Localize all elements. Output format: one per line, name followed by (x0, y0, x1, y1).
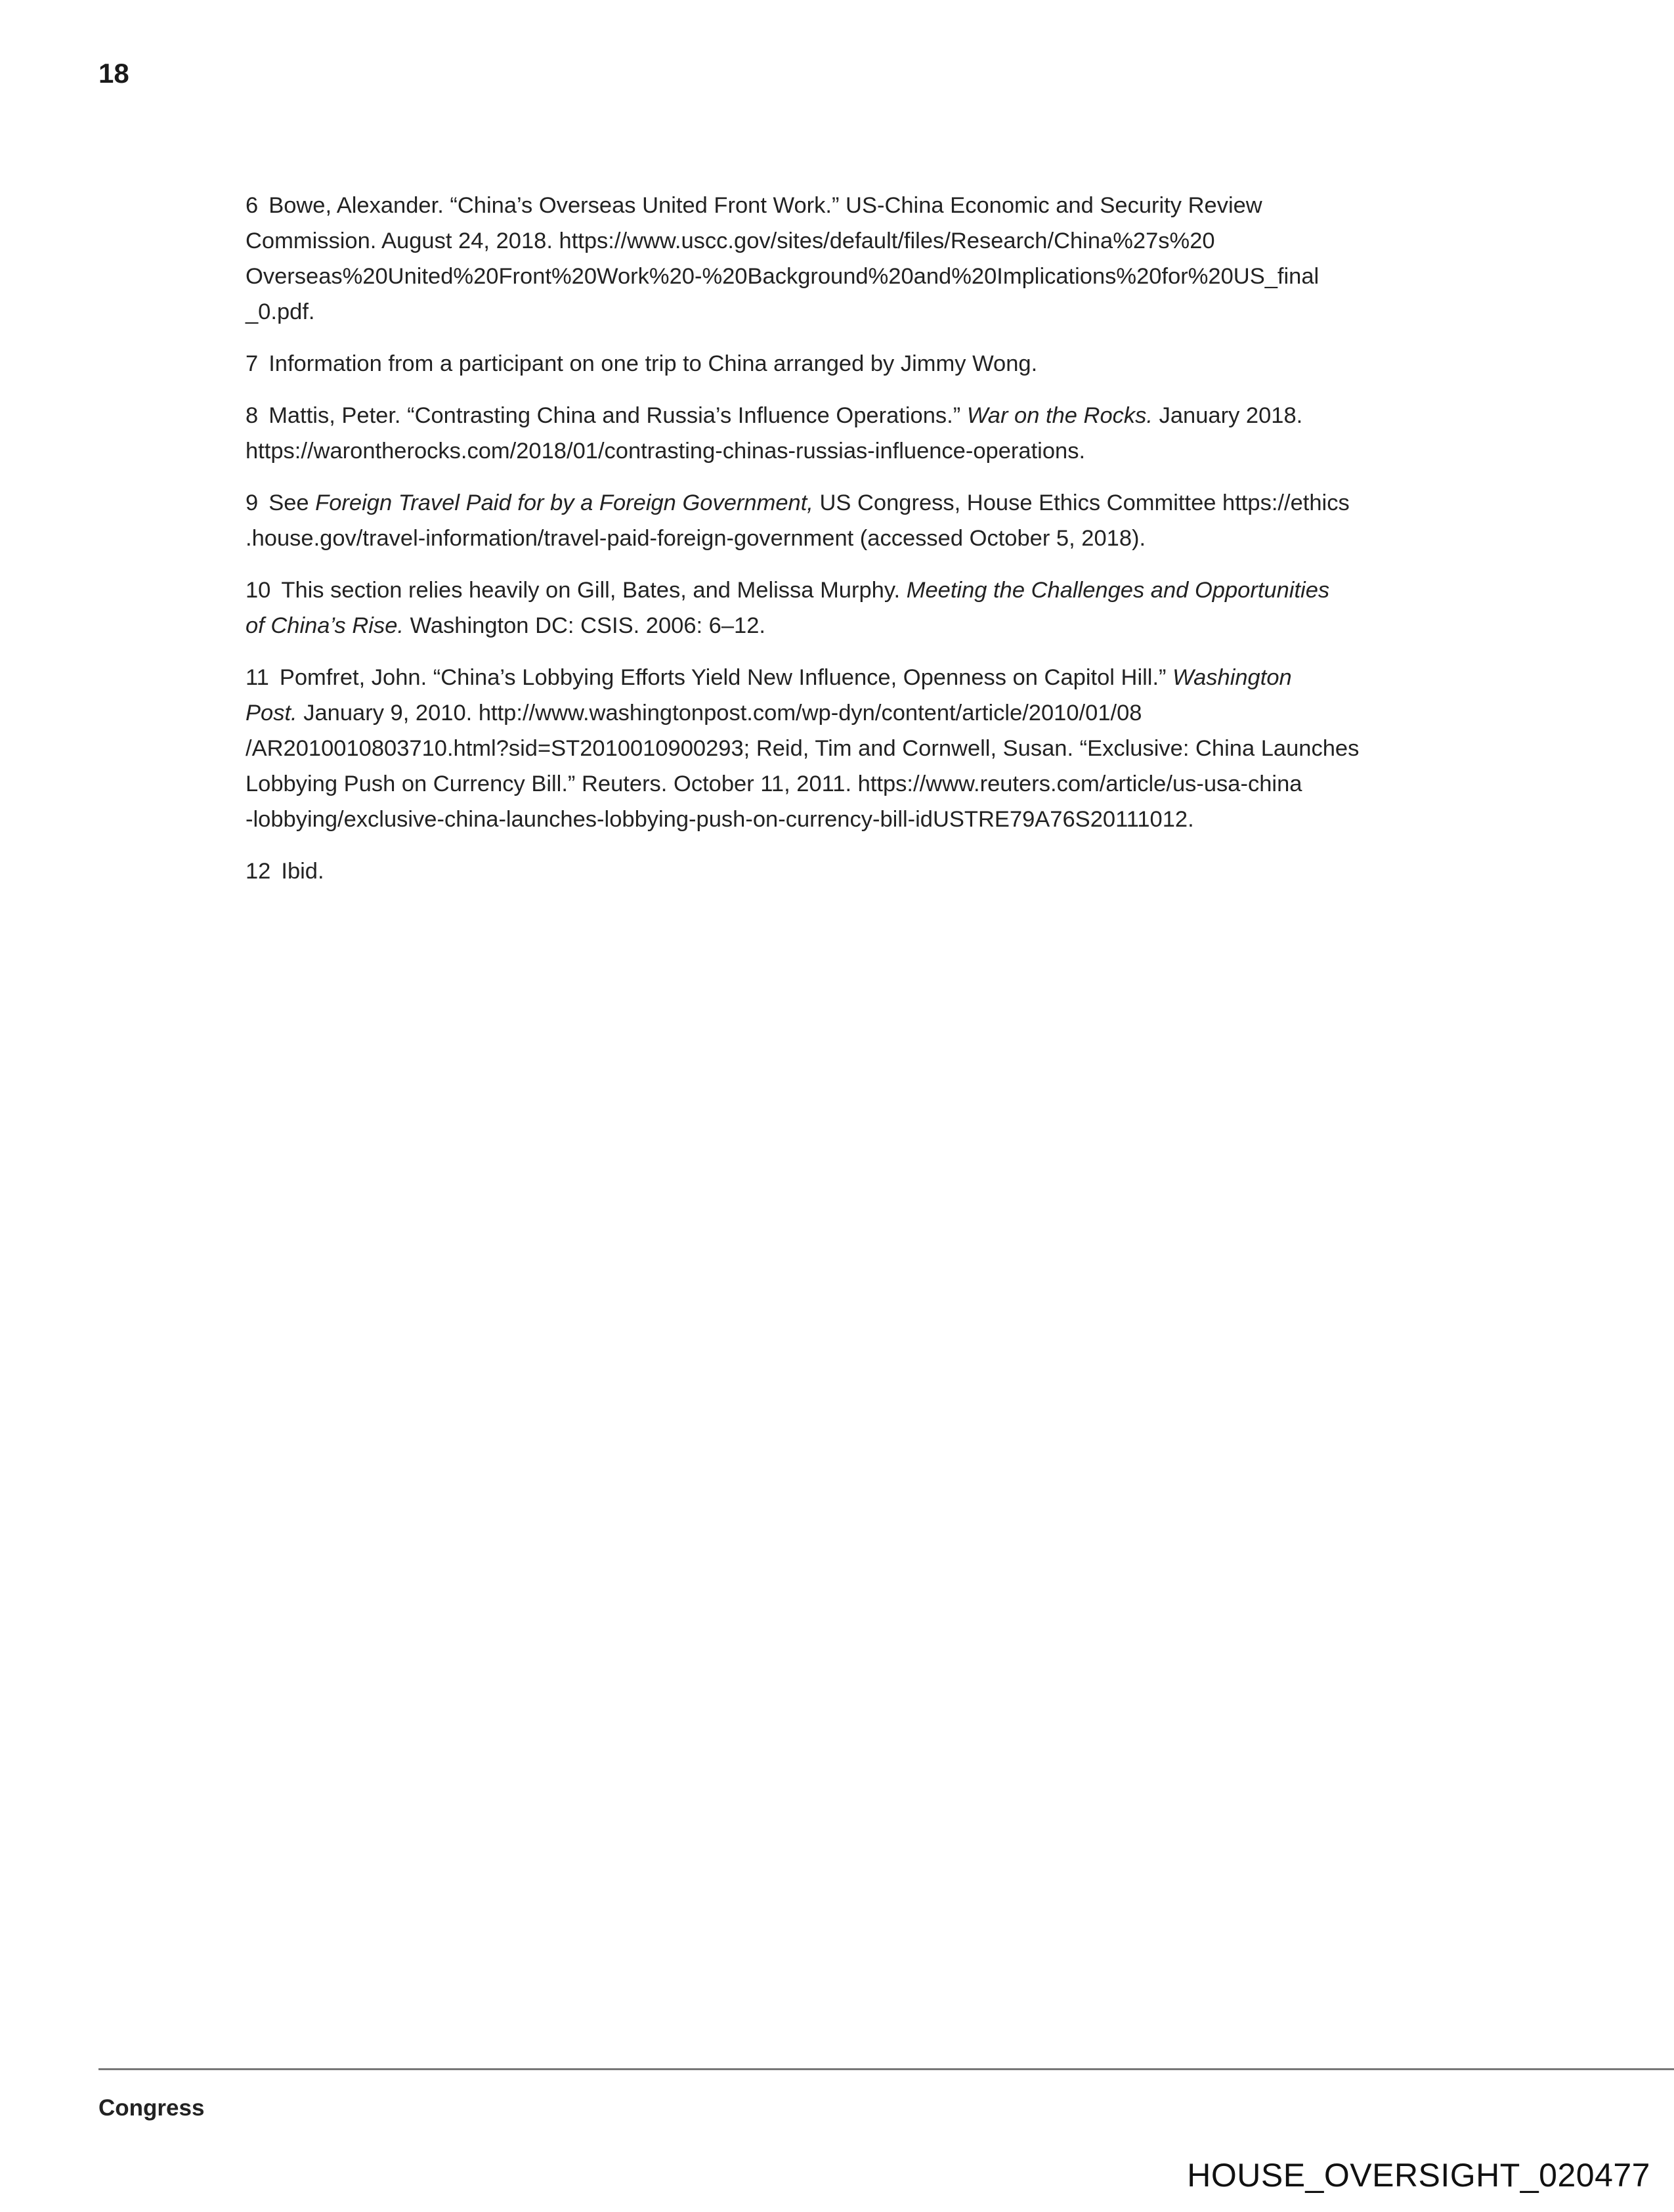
endnote-italic-title: War on the Rocks. (966, 403, 1153, 428)
endnote-number: 7 (246, 351, 259, 376)
endnote-text: This section relies heavily on Gill, Bates, and Melissa Murphy. (281, 578, 901, 603)
endnote-text-line: -lobbying/exclusive-china-launches-lobbying-push-on-currency-bill-idUSTRE79A76S20111012. (246, 807, 1194, 832)
endnote-italic-title: Meeting the Challenges and Opportunities (906, 578, 1330, 603)
endnote-11 (246, 660, 1362, 837)
endnote-text-line: Lobbying Push on Currency Bill.” Reuters. October 11, 2011. https://www.reuters.com/article/us-usa-china (246, 771, 1302, 796)
endnote-italic-title: Foreign Travel Paid for by a Foreign Government, (315, 490, 813, 515)
endnote-text: Pomfret, John. “China’s Lobbying Efforts Yield New Influence, Openness on Capitol Hill.” (279, 665, 1167, 690)
endnote-text: Washington DC: CSIS. 2006: 6–12. (410, 613, 766, 638)
endnote-text-line (246, 695, 1362, 731)
endnote-italic-title: Post. (246, 701, 297, 726)
endnote-text-line: Commission. August 24, 2018. https://www.uscc.gov/sites/default/files/Research/China%27s%20 (246, 228, 1215, 253)
bates-number: HOUSE_OVERSIGHT_020477 (1187, 2157, 1650, 2194)
footer-section-label: Congress (98, 2095, 205, 2121)
endnote-7 (246, 346, 1362, 381)
endnote-number: 9 (246, 490, 259, 515)
endnote-text: Mattis, Peter. “Contrasting China and Russia’s Influence Operations.” (268, 403, 961, 428)
endnote-number: 12 (246, 859, 271, 884)
footer-divider (98, 2068, 1674, 2070)
endnote-text-line (246, 608, 1362, 643)
endnote-text: See (268, 490, 309, 515)
endnote-10 (246, 573, 1362, 643)
endnote-number: 10 (246, 578, 271, 603)
endnote-6 (246, 188, 1362, 330)
endnote-text: Ibid. (281, 859, 324, 884)
endnote-number: 8 (246, 403, 259, 428)
endnote-8 (246, 398, 1362, 469)
endnote-text-line: Overseas%20United%20Front%20Work%20-%20Background%20and%20Implications%20for%20US_final (246, 264, 1320, 289)
endnote-text: January 9, 2010. http://www.washingtonpost.com/wp-dyn/content/article/2010/01/08 (303, 701, 1142, 726)
endnote-12 (246, 854, 1362, 889)
endnotes (246, 188, 1362, 905)
endnote-9 (246, 485, 1362, 556)
endnote-text-line: .house.gov/travel-information/travel-paid-foreign-government (accessed October 5, 2018). (246, 526, 1146, 551)
endnote-italic-title: Washington (1172, 665, 1292, 690)
endnote-text: January 2018. (1159, 403, 1303, 428)
page-number: 18 (98, 58, 129, 89)
endnote-text-line: Bowe, Alexander. “China’s Overseas United Front Work.” US-China Economic and Security Review (268, 193, 1262, 218)
endnote-text: US Congress, House Ethics Committee https://ethics (819, 490, 1350, 515)
endnote-url: https://warontherocks.com/2018/01/contrasting-chinas-russias-influence-operations. (246, 439, 1086, 464)
endnote-text: Information from a participant on one trip to China arranged by Jimmy Wong. (268, 351, 1038, 376)
endnote-number: 6 (246, 193, 259, 218)
endnote-italic-title: of China’s Rise. (246, 613, 404, 638)
endnote-number: 11 (246, 665, 269, 690)
endnote-text-line: /AR2010010803710.html?sid=ST2010010900293; Reid, Tim and Cornwell, Susan. “Exclusive: China Launches (246, 736, 1360, 761)
endnote-text-line: _0.pdf. (246, 299, 315, 324)
